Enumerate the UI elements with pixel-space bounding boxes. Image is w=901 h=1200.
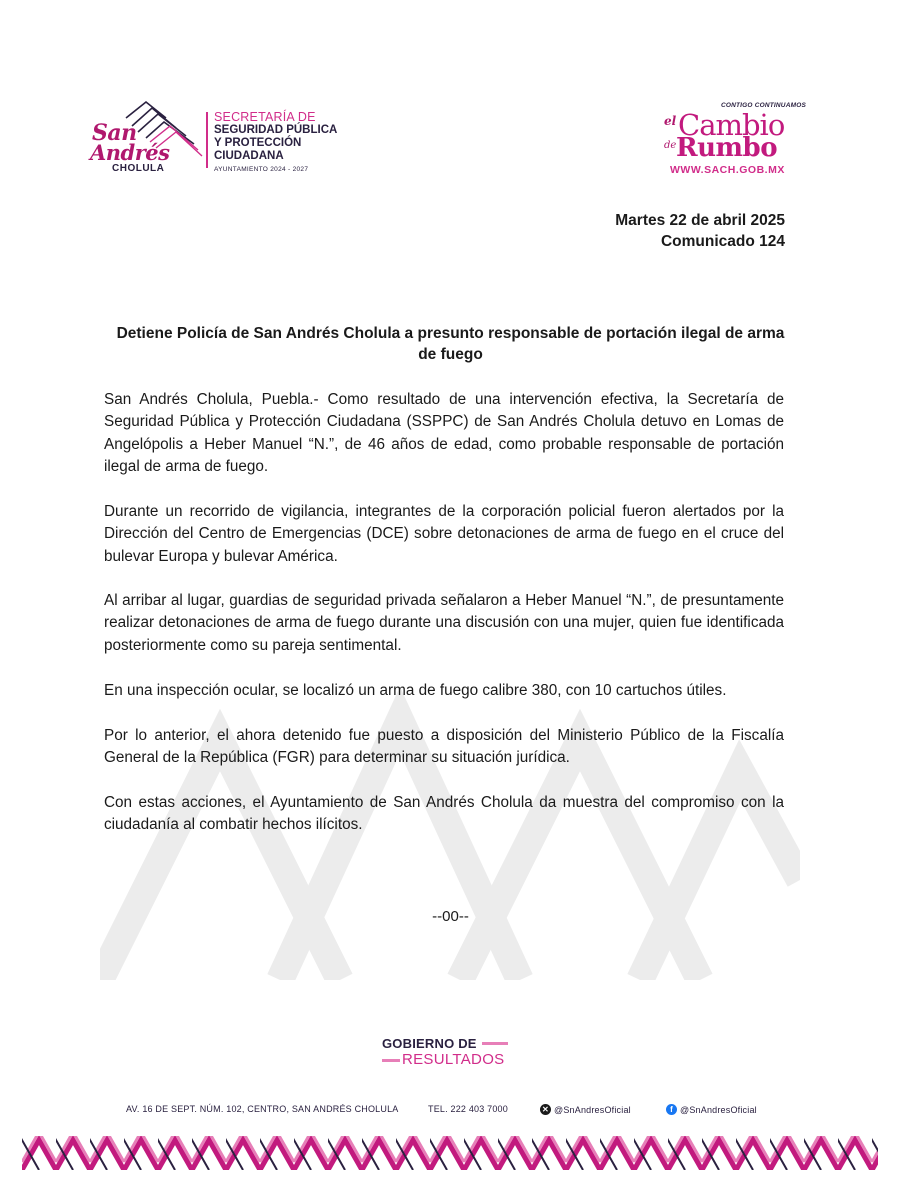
campaign-logo-block (662, 102, 812, 180)
x-icon: ✕ (540, 1104, 551, 1115)
decorative-footer-strip (22, 1136, 878, 1170)
logo-san-text: San (92, 120, 137, 146)
footer-x-account[interactable] (540, 1104, 631, 1115)
secretaria-name (214, 110, 384, 173)
gobierno-line2: RESULTADOS (402, 1051, 505, 1068)
campaign-el: el (664, 114, 677, 128)
gobierno-line1: GOBIERNO DE (382, 1036, 477, 1051)
gobierno-accent-bar (382, 1059, 400, 1062)
paragraph: Durante un recorrido de vigilancia, integrantes de la corporación policial fueron alertados por la Dirección del Centro de Emergencias (DCE) sobre detonaciones de arma de fuego en el cruce del bulevar Europa y bulevar América. (104, 503, 784, 565)
gobierno-de-resultados-logo (382, 1036, 522, 1072)
facebook-handle: @SnAndresOficial (680, 1104, 757, 1115)
release-title: Detiene Policía de San Andrés Cholula a presunto responsable de portación ilegal de arma de fuego (116, 325, 785, 363)
secretaria-line4: CIUDADANA (214, 150, 284, 162)
footer-facebook-account[interactable] (666, 1104, 757, 1115)
campaign-cambio: Cambio (678, 108, 785, 142)
paragraph: Al arribar al lugar, guardias de seguridad privada señalaron a Heber Manuel “N.”, de presuntamente realizar detonaciones de arma de fuego durante una discusión con una mujer, quien fue identificada posteriormente como su pareja sentimental. (104, 592, 784, 654)
closing-mark: --00-- (432, 908, 469, 925)
date-block (615, 210, 785, 252)
paragraph: En una inspección ocular, se localizó un arma de fuego calibre 380, con 10 cartuchos útiles. (104, 682, 727, 699)
x-handle: @SnAndresOficial (554, 1104, 631, 1115)
secretaria-line3: Y PROTECCIÓN (214, 137, 302, 149)
paragraph: Por lo anterior, el ahora detenido fue puesto a disposición del Ministerio Público de la Fiscalía General de la República (FGR) para determinar su situación jurídica. (104, 727, 784, 767)
release-date: Martes 22 de abril 2025 (615, 212, 785, 229)
facebook-icon: f (666, 1104, 677, 1115)
comunicado-number: Comunicado 124 (660, 233, 785, 250)
campaign-de: de (664, 140, 677, 151)
logo-cholula-text: CHOLULA (112, 163, 165, 174)
footer-phone: TEL. 222 403 7000 (428, 1104, 508, 1114)
campaign-tagline: CONTIGO CONTINUAMOS (720, 102, 806, 109)
campaign-rumbo: Rumbo (676, 133, 778, 163)
paragraph: San Andrés Cholula, Puebla.- Como resultado de una intervención efectiva, la Secretaría de Seguridad Pública y Protección Ciudadana (SSPPC) de San Andrés Cholula detuvo en Lomas de Angelópolis a Heber Manuel “N.”, de 46 años de edad, como probable responsable de portación ilegal de arma de fuego. (104, 391, 784, 476)
logo-andres-text: Andrés (90, 140, 170, 165)
secretaria-line1: SECRETARÍA DE (214, 110, 316, 124)
footer-address: AV. 16 DE SEPT. NÚM. 102, CENTRO, SAN ANDRÉS CHOLULA (126, 1104, 399, 1114)
gobierno-accent-bar (482, 1042, 508, 1045)
paragraph: Con estas acciones, el Ayuntamiento de San Andrés Cholula da muestra del compromiso con la ciudadanía al combatir hechos ilícitos. (104, 794, 784, 834)
municipal-logo-block (86, 98, 376, 183)
logo-divider (206, 112, 208, 168)
secretaria-line2: SEGURIDAD PÚBLICA (214, 124, 338, 136)
campaign-website: WWW.SACH.GOB.MX (670, 164, 785, 176)
ayuntamiento-period: AYUNTAMIENTO 2024 - 2027 (214, 166, 309, 173)
